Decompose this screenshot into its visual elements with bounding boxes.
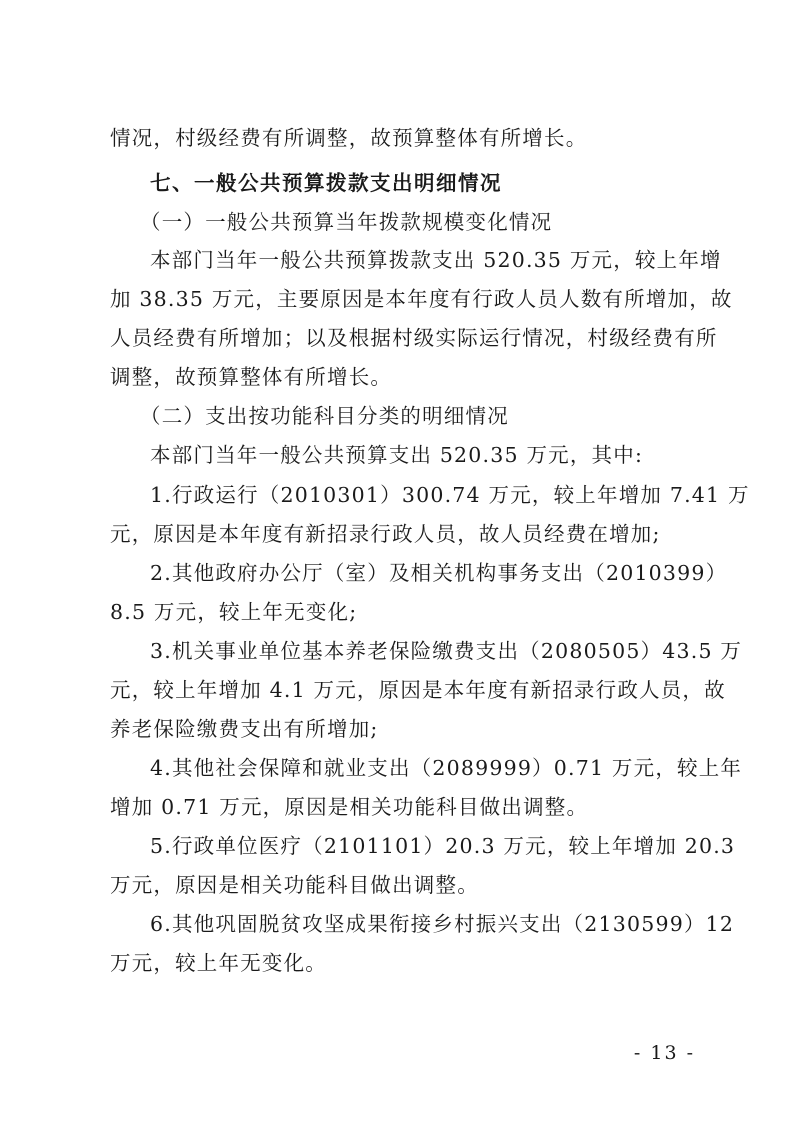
list-item-line: 8.5 万元，较上年无变化; <box>110 600 358 624</box>
list-item-line: 1.行政运行（2010301）300.74 万元，较上年增加 7.41 万 <box>150 483 750 507</box>
list-item-line: 万元，较上年无变化。 <box>110 951 327 975</box>
list-item-line: 元，较上年增加 4.1 万元，原因是本年度有新招录行政人员，故 <box>110 678 726 702</box>
list-item-line: 增加 0.71 万元，原因是相关功能科目做出调整。 <box>110 795 589 819</box>
list-item-line: 6.其他巩固脱贫攻坚成果衔接乡村振兴支出（2130599）12 <box>150 912 735 936</box>
paragraph-line: 本部门当年一般公共预算支出 520.35 万元，其中: <box>150 443 644 467</box>
list-item-line: 5.行政单位医疗（2101101）20.3 万元，较上年增加 20.3 <box>150 834 736 858</box>
list-item-line: 2.其他政府办公厅（室）及相关机构事务支出（2010399） <box>150 561 728 585</box>
list-item-line: 养老保险缴费支出有所增加; <box>110 717 379 741</box>
list-item-line: 3.机关事业单位基本养老保险缴费支出（2080505）43.5 万 <box>150 639 743 663</box>
list-item-line: 元，原因是本年度有新招录行政人员，故人员经费在增加; <box>110 522 661 546</box>
list-item-line: 4.其他社会保障和就业支出（2089999）0.71 万元，较上年 <box>150 756 743 780</box>
section-heading: 七、一般公共预算拨款支出明细情况 <box>150 171 502 195</box>
subsection-heading: （一）一般公共预算当年拨款规模变化情况 <box>140 210 553 234</box>
paragraph-line: 人员经费有所增加；以及根据村级实际运行情况，村级经费有所 <box>110 326 718 350</box>
list-item-line: 万元，原因是相关功能科目做出调整。 <box>110 873 479 897</box>
paragraph-line: 调整，故预算整体有所增长。 <box>110 365 393 389</box>
subsection-heading: （二）支出按功能科目分类的明细情况 <box>140 404 509 428</box>
paragraph-line: 加 38.35 万元，主要原因是本年度有行政人员人数有所增加，故 <box>110 287 733 311</box>
paragraph-line: 本部门当年一般公共预算拨款支出 520.35 万元，较上年增 <box>150 248 722 272</box>
paragraph-line: 情况，村级经费有所调整，故预算整体有所增长。 <box>110 126 588 150</box>
page-number: - 13 - <box>633 1042 695 1064</box>
